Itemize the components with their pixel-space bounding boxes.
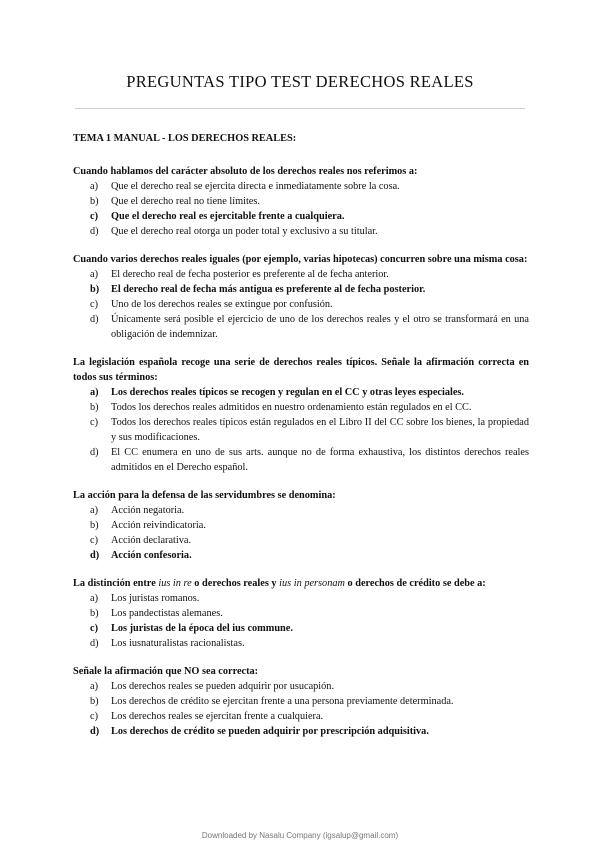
option-letter: c)	[90, 711, 98, 722]
option-text: Que el derecho real es ejercitable frente a cualquiera.	[111, 211, 345, 222]
option-b	[73, 400, 529, 415]
option-text: Los pandectistas alemanes.	[111, 608, 223, 619]
option-text: Acción negatoria.	[111, 505, 185, 516]
option-text: Todos los derechos reales admitidos en nuestro ordenamiento están regulados en el CC.	[111, 402, 472, 413]
option-letter: d)	[90, 226, 99, 237]
option-text: Uno de los derechos reales se extingue por confusión.	[111, 299, 333, 310]
option-c	[73, 533, 529, 548]
option-text: Los derechos reales se pueden adquirir por usucapión.	[111, 681, 335, 692]
option-text: Los derechos de crédito se ejercitan frente a una persona previamente determinada.	[111, 696, 454, 707]
option-c	[73, 415, 529, 445]
option-letter: b)	[90, 196, 99, 207]
option-text: Los juristas de la época del ius commune.	[111, 623, 293, 634]
question-2	[73, 252, 529, 342]
option-text: Que el derecho real no tiene límites.	[111, 196, 260, 207]
option-b	[73, 518, 529, 533]
option-c	[73, 297, 529, 312]
document-body	[73, 131, 529, 752]
question-text: Cuando hablamos del carácter absoluto de los derechos reales nos referimos a:	[73, 166, 418, 177]
option-letter: c)	[90, 623, 98, 634]
option-letter: a)	[90, 387, 99, 398]
option-text: Los derechos de crédito se pueden adquirir por prescripción adquisitiva.	[111, 726, 429, 737]
download-footer: Downloaded by Nasalu Company (igsalup@gmail.com)	[201, 831, 399, 840]
option-d-correct	[73, 724, 529, 739]
option-letter: c)	[90, 211, 98, 222]
option-b	[73, 194, 529, 209]
option-a	[73, 679, 529, 694]
page-title: PREGUNTAS TIPO TEST DERECHOS REALES	[126, 72, 474, 91]
latin-term: ius in re	[158, 578, 192, 589]
option-text: Los derechos reales se ejercitan frente a cualquiera.	[111, 711, 324, 722]
question-4	[73, 488, 529, 563]
option-a	[73, 179, 529, 194]
option-b	[73, 606, 529, 621]
option-text: El derecho real de fecha más antigua es preferente al de fecha posterior.	[111, 284, 426, 295]
option-letter: b)	[90, 608, 99, 619]
latin-term: ius in personam	[279, 578, 345, 589]
option-a	[73, 503, 529, 518]
option-text: Que el derecho real otorga un poder total y exclusivo a su titular.	[111, 226, 378, 237]
option-text: Los derechos reales típicos se recogen y regulan en el CC y otras leyes especiales.	[111, 387, 464, 398]
option-text: Únicamente será posible el ejercicio de uno de los derechos reales y el otro se transformará en una obligación de indemnizar.	[111, 314, 529, 340]
option-letter: a)	[90, 269, 98, 280]
question-text: La legislación española recoge una serie de derechos reales típicos. Señale la afirmación correcta en todos sus términos:	[73, 357, 529, 383]
option-letter: c)	[90, 417, 98, 428]
option-c-correct	[73, 621, 529, 636]
question-text: Cuando varios derechos reales iguales (por ejemplo, varias hipotecas) concurren sobre una misma cosa:	[73, 254, 528, 265]
option-letter: a)	[90, 593, 98, 604]
section-heading: TEMA 1 MANUAL - LOS DERECHOS REALES:	[73, 133, 297, 144]
option-text: Todos los derechos reales típicos están regulados en el Libro II del CC sobre los bienes, la propiedad y sus modificaciones.	[111, 417, 529, 443]
option-letter: b)	[90, 520, 99, 531]
question-text-part: La distinción entre	[73, 578, 159, 589]
question-text: La acción para la defensa de las servidumbres se denomina:	[73, 490, 336, 501]
option-c-correct	[73, 209, 529, 224]
option-a-correct	[73, 385, 529, 400]
question-text: Señale la afirmación que NO sea correcta:	[73, 666, 259, 677]
option-letter: c)	[90, 535, 98, 546]
option-letter: b)	[90, 696, 99, 707]
option-text: Acción confesoria.	[111, 550, 192, 561]
option-text: Que el derecho real se ejercita directa e inmediatamente sobre la cosa.	[111, 181, 400, 192]
title-divider	[75, 108, 525, 109]
option-d	[73, 636, 529, 651]
option-letter: d)	[90, 638, 99, 649]
option-text: Acción reivindicatoria.	[111, 520, 206, 531]
option-text: El derecho real de fecha posterior es preferente al de fecha anterior.	[111, 269, 389, 280]
option-text: El CC enumera en uno de sus arts. aunque no de forma exhaustiva, los distintos derechos reales admitidos en el Derecho español.	[111, 447, 529, 473]
option-letter: d)	[90, 726, 100, 737]
option-d-correct	[73, 548, 529, 563]
option-letter: d)	[90, 550, 100, 561]
option-letter: d)	[90, 447, 99, 458]
option-text: Acción declarativa.	[111, 535, 192, 546]
option-b-correct	[73, 282, 529, 297]
question-5	[73, 576, 529, 651]
option-a	[73, 267, 529, 282]
option-b	[73, 694, 529, 709]
option-letter: d)	[90, 314, 99, 325]
option-letter: a)	[90, 681, 98, 692]
option-a	[73, 591, 529, 606]
option-d	[73, 445, 529, 475]
question-1	[73, 164, 529, 239]
question-text-part: o derechos de crédito se debe a:	[344, 578, 486, 589]
question-text	[73, 576, 529, 591]
option-d	[73, 224, 529, 239]
option-c	[73, 709, 529, 724]
option-letter: c)	[90, 299, 98, 310]
option-letter: b)	[90, 284, 100, 295]
option-text: Los juristas romanos.	[111, 593, 200, 604]
question-text-part: o derechos reales y	[191, 578, 280, 589]
question-3	[73, 355, 529, 475]
option-letter: a)	[90, 505, 98, 516]
option-letter: b)	[90, 402, 99, 413]
option-d	[73, 312, 529, 342]
option-text: Los iusnaturalistas racionalistas.	[111, 638, 245, 649]
option-letter: a)	[90, 181, 98, 192]
question-6	[73, 664, 529, 739]
